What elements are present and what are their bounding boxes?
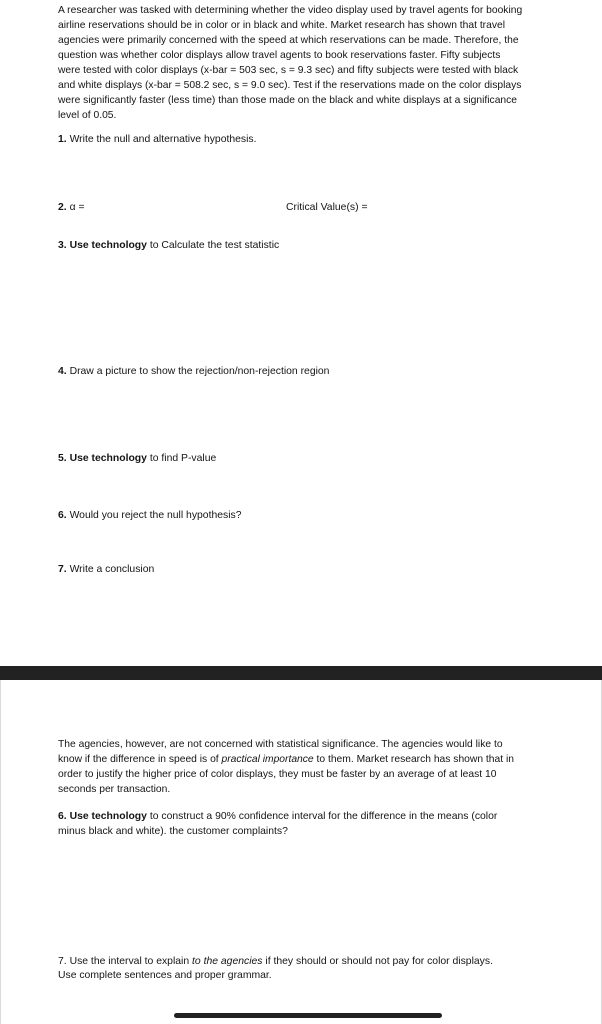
alpha-label: α = (69, 202, 85, 213)
question-bold: Use technology (69, 811, 147, 822)
agency-line (58, 752, 514, 767)
question-2 (58, 200, 85, 215)
question-3 (58, 238, 279, 253)
question-text: to Calculate the test statistic (149, 240, 280, 251)
question-number: 2. (58, 202, 67, 213)
agency-line: order to justify the higher price of color displays, they must be faster by an average of at least 10 (58, 769, 497, 780)
question-6-ci-line2: minus black and white). the customer complaints? (58, 826, 288, 837)
question-number: 6. (58, 811, 67, 822)
agency-line-end: to them. Market research has shown that in (313, 754, 514, 765)
question-text: Write the null and alternative hypothesis. (69, 134, 257, 145)
critical-value-label: Critical Value(s) = (286, 202, 368, 213)
intro-line: and white displays (x-bar = 508.2 sec, s = 9.0 sec). Test if the reservations made on the color displays (58, 80, 522, 91)
question-7-interval-line2: Use complete sentences and proper grammar. (58, 970, 272, 981)
question-text: Draw a picture to show the rejection/non-rejection region (69, 366, 330, 377)
intro-line: agencies were primarily concerned with the speed at which reservations can be made. Therefore, the (58, 35, 519, 46)
question-6 (58, 508, 242, 523)
agency-line: The agencies, however, are not concerned with statistical significance. The agencies would like to (58, 739, 503, 750)
intro-line: level of 0.05. (58, 110, 117, 121)
question-4 (58, 364, 329, 379)
question-text: Would you reject the null hypothesis? (69, 510, 242, 521)
agency-line: seconds per transaction. (58, 784, 171, 795)
intro-line: A researcher was tasked with determining whether the video display used by travel agents for booking (58, 5, 523, 16)
intro-line: question was whether color displays allow travel agents to book reservations faster. Fifty subjects (58, 50, 501, 61)
practical-importance-emphasis: practical importance (221, 754, 314, 765)
question-bold: Use technology (69, 240, 147, 251)
question-number: 1. (58, 134, 67, 145)
page-divider (0, 666, 602, 680)
question-1 (58, 132, 257, 147)
question-7-interval (58, 954, 493, 969)
question-text: Write a conclusion (69, 564, 155, 575)
question-number: 5. (58, 453, 67, 464)
question-bold: Use technology (69, 453, 147, 464)
question-text: Use the interval to explain (69, 956, 193, 967)
question-7 (58, 562, 154, 577)
home-indicator[interactable] (174, 1013, 442, 1018)
question-text: to construct a 90% confidence interval for the difference in the means (color (149, 811, 498, 822)
intro-line: were significantly faster (less time) than those made on the black and white displays at a significance (58, 95, 518, 106)
question-number: 6. (58, 510, 67, 521)
intro-line: airline reservations should be in color or in black and white. Market research has shown that travel (58, 20, 505, 31)
question-number: 4. (58, 366, 67, 377)
question-number: 3. (58, 240, 67, 251)
question-6-ci (58, 809, 497, 824)
question-number: 7. (58, 956, 67, 967)
page-border-left (0, 680, 1, 1024)
question-number: 7. (58, 564, 67, 575)
agency-line-start: know if the difference in speed is of (58, 754, 222, 765)
question-5 (58, 451, 216, 466)
question-text: to find P-value (149, 453, 217, 464)
intro-line: were tested with color displays (x-bar = 503 sec, s = 9.3 sec) and fifty subjects were tested with black (58, 65, 519, 76)
agencies-emphasis: to the agencies (192, 956, 263, 967)
question-text-end: if they should or should not pay for color displays. (262, 956, 493, 967)
